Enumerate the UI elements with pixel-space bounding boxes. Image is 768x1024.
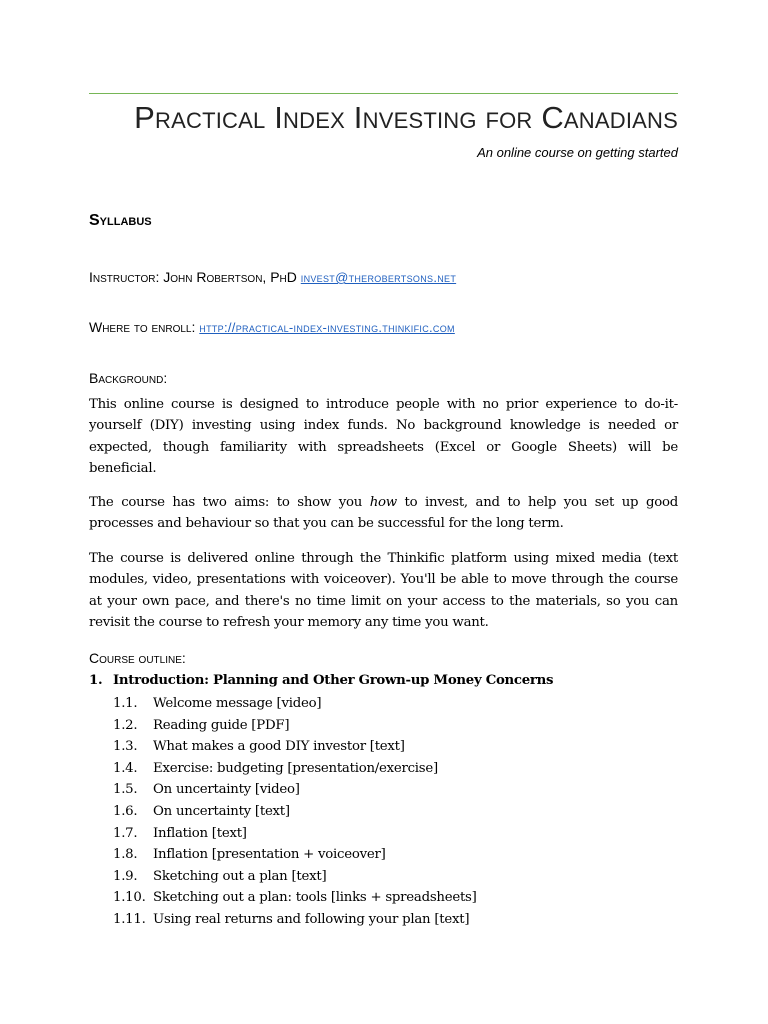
list-item-number: 1.5.: [113, 782, 138, 798]
course-outline-heading: Course outline:: [89, 650, 186, 666]
module-1-title: [89, 673, 553, 688]
list-item: [113, 779, 477, 801]
list-item: [113, 909, 477, 931]
list-item: [113, 801, 477, 823]
list-item-number: 1.6.: [113, 803, 138, 819]
list-item: [113, 844, 477, 866]
header-rule: [89, 93, 678, 94]
module-number: 1.: [89, 673, 103, 688]
paragraph-2-emphasis: how: [369, 495, 397, 510]
document-title: Practical Index Investing for Canadians: [134, 100, 678, 135]
document-subtitle: An online course on getting started: [477, 145, 678, 160]
list-item: [113, 866, 477, 888]
list-item-number: 1.3.: [113, 739, 138, 755]
list-item-text: Welcome message [video]: [153, 696, 322, 711]
list-item-text: Inflation [presentation + voiceover]: [153, 847, 386, 863]
list-item-text: Exercise: budgeting [presentation/exercise]: [153, 760, 438, 776]
list-item: [113, 693, 477, 715]
list-item-number: 1.9.: [113, 868, 138, 884]
list-item-text: On uncertainty [video]: [153, 782, 300, 798]
paragraph-2-tail: to invest, and to help you set up good processes and behaviour so that you can be successful for the long term.: [89, 495, 678, 532]
instructor-email-link[interactable]: invest@therobertsons.net: [300, 270, 457, 285]
list-item-text: Inflation [text]: [153, 825, 247, 841]
list-item-text: Using real returns and following your plan [text]: [153, 911, 470, 927]
module-name: Introduction: Planning and Other Grown-up Money Concerns: [113, 673, 554, 688]
list-item-text: Reading guide [PDF]: [153, 717, 290, 733]
list-item-number: 1.7.: [113, 825, 138, 841]
background-heading: Background:: [89, 370, 168, 386]
syllabus-heading: Syllabus: [89, 212, 152, 229]
instructor-line: [89, 269, 456, 285]
list-item-number: 1.11.: [113, 911, 146, 927]
background-paragraph-3: The course is delivered online through the Thinkific platform using mixed media (text modules, video, presentations with voiceover). You'll be able to move through the course at your own pace, and there's no time limit on your access to the materials, so you can revisit the course to refresh your memory any time you want.: [89, 551, 678, 630]
enroll-label: Where to enroll:: [89, 319, 196, 335]
list-item-text: Sketching out a plan [text]: [153, 868, 327, 884]
list-item: [113, 887, 477, 909]
module-1-items: [113, 693, 477, 931]
list-item-number: 1.2.: [113, 717, 138, 733]
enroll-url-link[interactable]: http://practical-index-investing.thinkific.com: [199, 320, 455, 335]
list-item: [113, 758, 477, 780]
list-item: [113, 715, 477, 737]
paragraph-2-lead: The course has two aims: to show you: [89, 495, 370, 510]
list-item-number: 1.4.: [113, 760, 138, 776]
list-item-text: On uncertainty [text]: [153, 803, 290, 819]
enroll-line: [89, 319, 455, 335]
background-paragraph-1: This online course is designed to introduce people with no prior experience to do-it-yourself (DIY) investing using index funds. No background knowledge is needed or expected, though familiarity with spreadsheets (Excel or Google Sheets) will be beneficial.: [89, 397, 678, 476]
list-item-number: 1.10.: [113, 890, 146, 906]
list-item: [113, 736, 477, 758]
list-item-text: What makes a good DIY investor [text]: [153, 739, 405, 755]
list-item-number: 1.1.: [113, 696, 138, 711]
list-item-number: 1.8.: [113, 847, 138, 863]
list-item-text: Sketching out a plan: tools [links + spreadsheets]: [153, 890, 477, 906]
instructor-label: Instructor: John Robertson, PhD: [89, 269, 297, 285]
background-paragraph-2: [89, 492, 678, 535]
list-item: [113, 823, 477, 845]
